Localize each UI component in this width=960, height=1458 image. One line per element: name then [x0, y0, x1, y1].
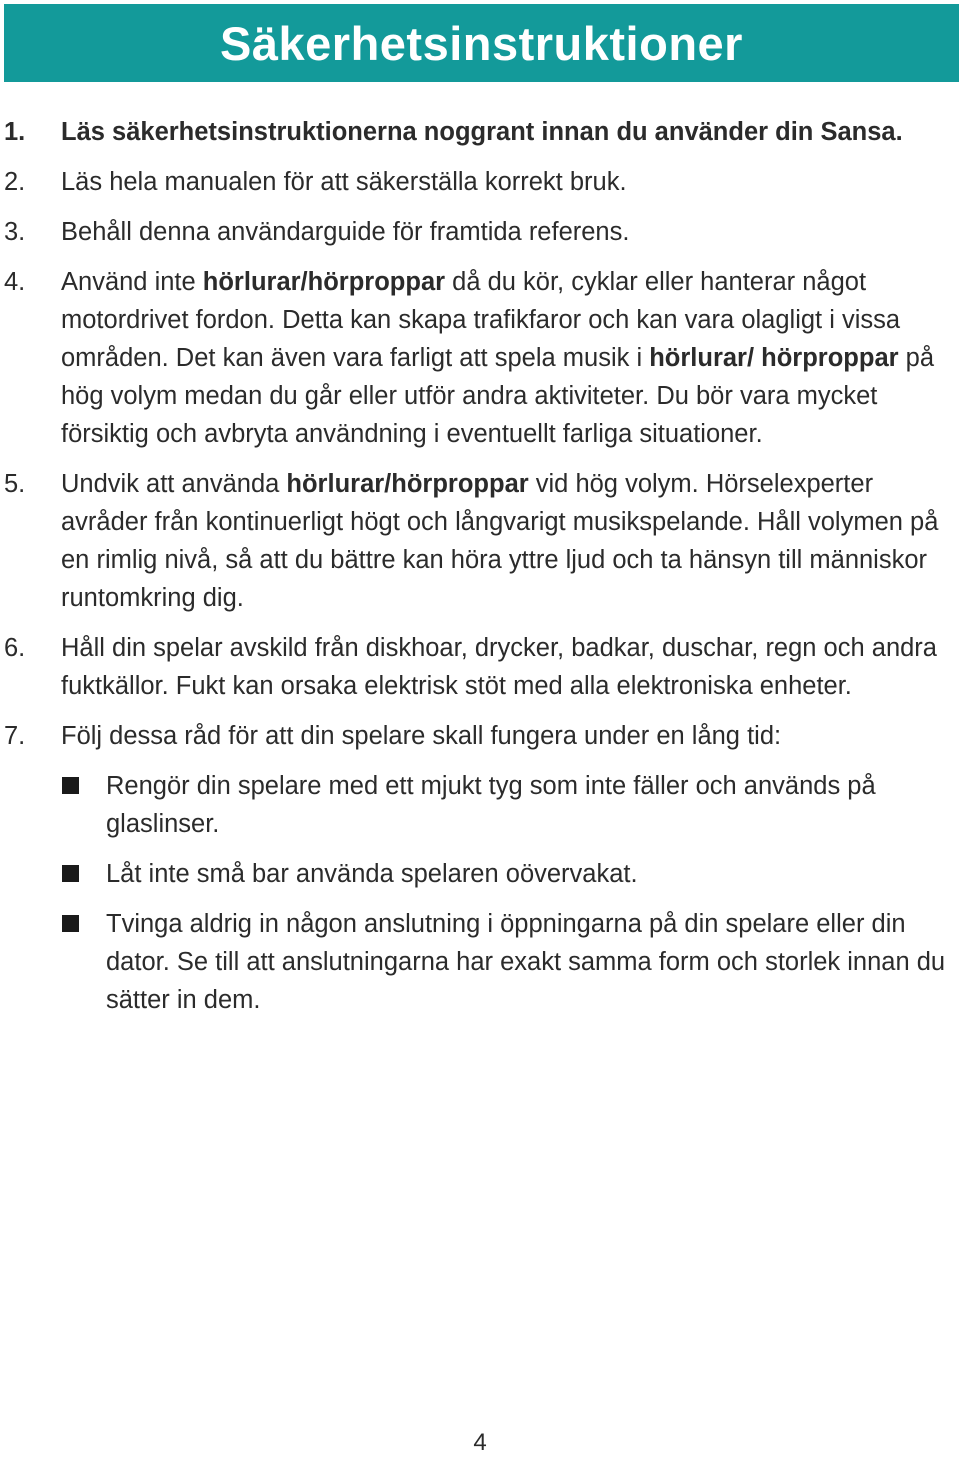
list-item	[4, 113, 956, 151]
list-item-number: 3.	[4, 218, 26, 246]
care-tips-list	[4, 767, 956, 1019]
sub-list-item	[4, 767, 956, 843]
title-banner	[4, 4, 959, 82]
list-item-text: Följ dessa råd för att din spelare skall fungera under en lång tid:	[61, 722, 782, 750]
square-bullet-icon	[62, 915, 79, 932]
page-number: 4	[473, 1429, 487, 1456]
list-item-text: Undvik att använda hörlurar/hörproppar vid hög volym. Hörselexperter avråder från kontinuerligt högt och långvarigt musikspelande. Håll volymen på en rimlig nivå, så att du bättre kan höra yttre ljud och ta hänsyn till människor runtomkring dig.	[61, 470, 939, 612]
sub-list-item-text: Tvinga aldrig in någon anslutning i öppningarna på din spelare eller din dator. Se till att anslutningarna har exakt samma form och storlek innan du sätter in dem.	[106, 910, 946, 1014]
list-item	[4, 263, 956, 453]
list-item-number: 6.	[4, 634, 26, 662]
sub-list-item	[4, 905, 956, 1019]
emphasis-headphones: hörlurar/hörproppar	[202, 268, 446, 296]
list-item-text: Läs säkerhetsinstruktionerna noggrant innan du använder din Sansa.	[61, 118, 903, 146]
sub-list-item-text: Låt inte små bar använda spelaren oövervakat.	[106, 860, 638, 888]
list-item-number: 5.	[4, 470, 26, 498]
emphasis-headphones: hörlurar/hörproppar	[286, 470, 529, 498]
list-item-text: Använd inte hörlurar/hörproppar då du kör, cyklar eller hanterar något motordrivet fordon. Detta kan skapa trafikfaror och kan vara olagligt i vissa områden. Det kan även vara farligt att spela musik i hörlurar/ hörproppar på hög volym medan du går eller utför andra aktiviteter. Du bör vara mycket försiktig och avbryta användning i eventuellt farliga situationer.	[61, 268, 935, 448]
list-item-text: Håll din spelar avskild från diskhoar, drycker, badkar, duschar, regn och andra fuktkällor. Fukt kan orsaka elektrisk stöt med alla elektroniska enheter.	[61, 634, 937, 700]
list-item-text: Behåll denna användarguide för framtida referens.	[61, 218, 630, 246]
list-item	[4, 213, 956, 251]
emphasis-headphones: hörlurar/ hörproppar	[649, 344, 899, 372]
list-item	[4, 163, 956, 201]
square-bullet-icon	[62, 777, 79, 794]
list-item-number: 2.	[4, 168, 26, 196]
square-bullet-icon	[62, 865, 79, 882]
list-item	[4, 717, 956, 755]
page-title: Säkerhetsinstruktioner	[220, 16, 743, 70]
list-item-number: 7.	[4, 722, 26, 750]
list-item-number: 4.	[4, 268, 26, 296]
sub-list-item-text: Rengör din spelare med ett mjukt tyg som inte fäller och används på glaslinser.	[106, 772, 876, 838]
list-item	[4, 465, 956, 617]
sub-list-item	[4, 855, 956, 893]
list-item-number: 1.	[4, 118, 26, 146]
safety-instructions-list	[4, 113, 956, 1031]
list-item	[4, 629, 956, 705]
list-item-text: Läs hela manualen för att säkerställa korrekt bruk.	[61, 168, 627, 196]
